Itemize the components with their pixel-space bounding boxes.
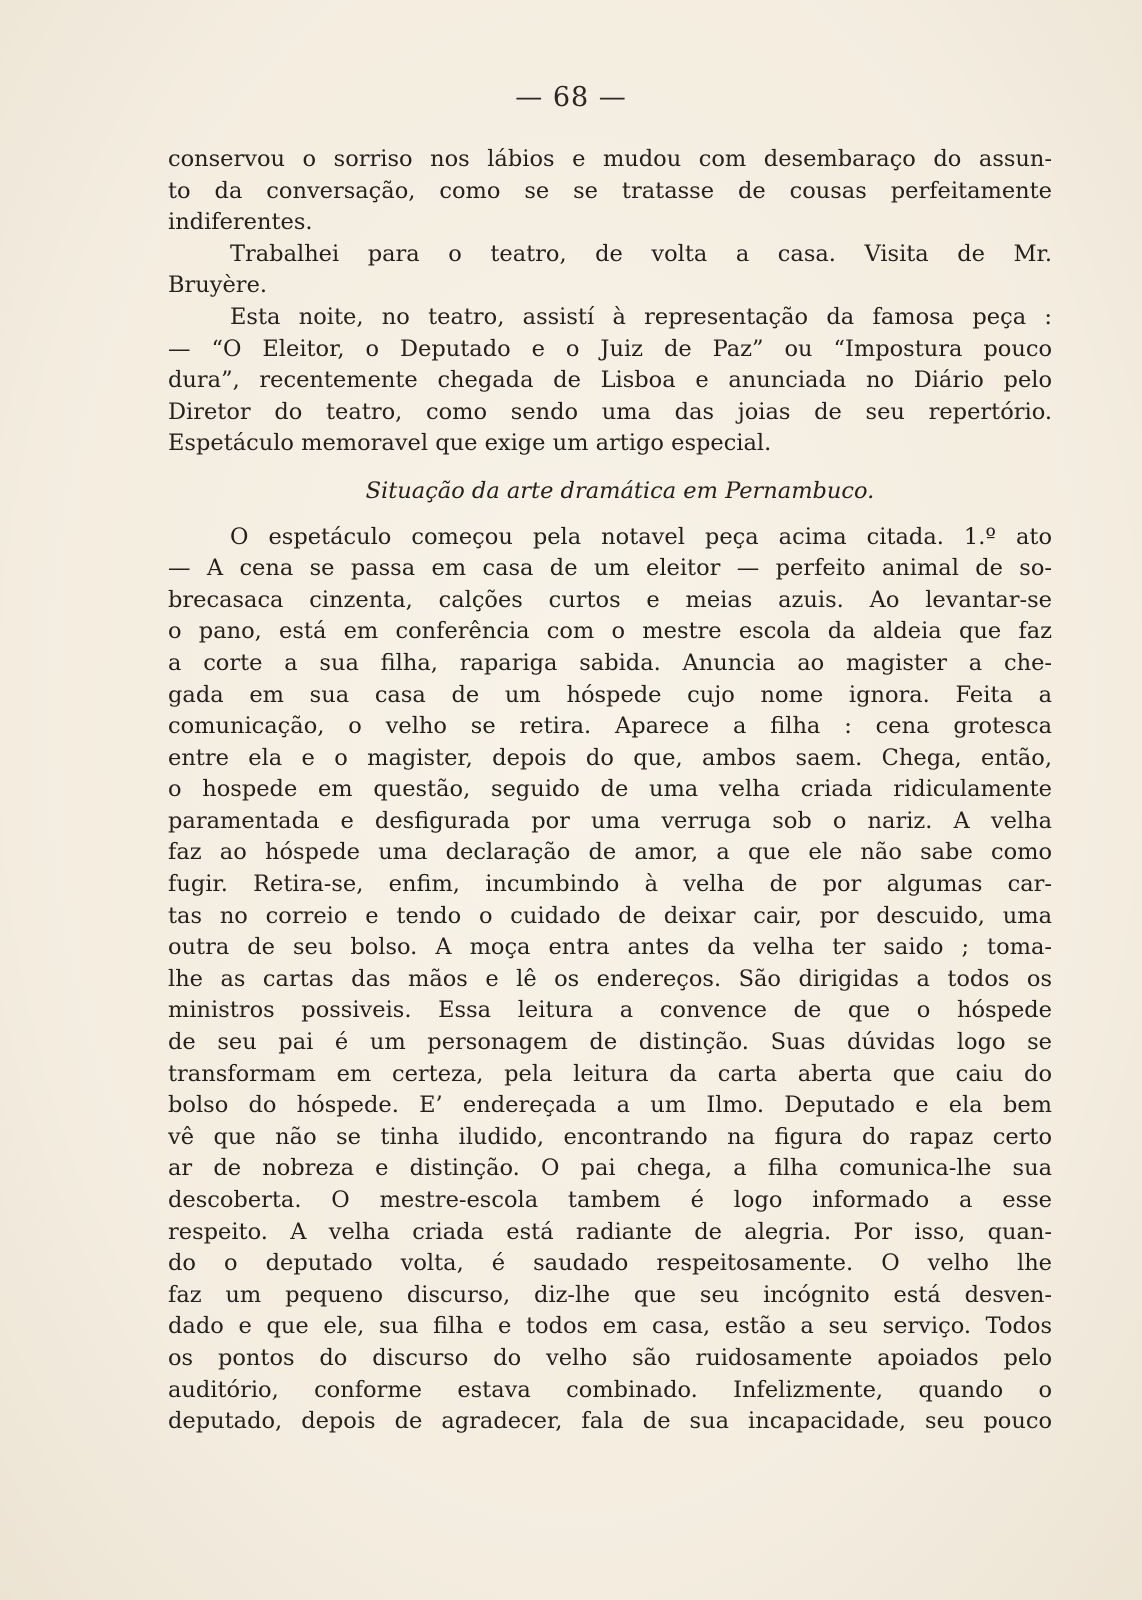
text-line: respeito. A velha criada está radiante de alegria. Por isso, quan- xyxy=(168,1218,1052,1245)
text-line: entre ela e o magister, depois do que, ambos saem. Chega, então, xyxy=(168,744,1052,771)
text-line: brecasaca cinzenta, calções curtos e meias azuis. Ao levantar-se xyxy=(168,586,1052,613)
text-line: a corte a sua filha, rapariga sabida. Anuncia ao magister a che- xyxy=(168,649,1052,676)
text-line: Trabalhei para o teatro, de volta a casa. Visita de Mr. xyxy=(230,240,1052,267)
paragraph-2 xyxy=(168,239,1052,302)
text-line: vê que não se tinha iludido, encontrando na figura do rapaz certo xyxy=(168,1123,1052,1150)
text-line: tas no correio e tendo o cuidado de deixar cair, por descuido, uma xyxy=(168,902,1052,929)
text-line: Espetáculo memoravel que exige um artigo especial. xyxy=(168,430,772,457)
text-line: Esta noite, no teatro, assistí à representação da famosa peça : xyxy=(230,303,1052,330)
text-line: ar de nobreza e distinção. O pai chega, a filha comunica-lhe sua xyxy=(168,1155,1052,1182)
text-line: fugir. Retira-se, enfim, incumbindo à velha de por algumas car- xyxy=(168,871,1052,898)
text-line: o pano, está em conferência com o mestre escola da aldeia que faz xyxy=(168,618,1052,645)
text-line: indiferentes. xyxy=(168,209,313,236)
text-line: comunicação, o velho se retira. Aparece a filha : cena grotesca xyxy=(168,713,1052,740)
text-line: auditório, conforme estava combinado. Infelizmente, quando o xyxy=(168,1376,1052,1403)
paragraph-4 xyxy=(168,522,1052,1438)
text-line: conservou o sorriso nos lábios e mudou com desembaraço do assun- xyxy=(168,146,1052,172)
text-line: O espetáculo começou pela notavel peça acima citada. 1.º ato xyxy=(230,523,1052,550)
text-line: gada em sua casa de um hóspede cujo nome ignora. Feita a xyxy=(168,681,1052,708)
text-line: faz um pequeno discurso, diz-lhe que seu incógnito está desven- xyxy=(168,1281,1052,1308)
text-line: paramentada e desfigurada por uma verruga sob o nariz. A velha xyxy=(168,807,1052,834)
text-line: os pontos do discurso do velho são ruidosamente apoiados pelo xyxy=(168,1344,1052,1371)
text-line: transformam em certeza, pela leitura da carta aberta que caiu do xyxy=(168,1060,1052,1087)
text-line: dado e que ele, sua filha e todos em casa, estão a seu serviço. Todos xyxy=(168,1313,1052,1340)
text-line: bolso do hóspede. E’ endereçada a um Ilmo. Deputado e ela bem xyxy=(168,1092,1052,1119)
paragraph-1 xyxy=(168,144,1052,239)
page-number: — 68 — xyxy=(515,82,627,113)
section-title-text: Situação da arte dramática em Pernambuco. xyxy=(365,477,875,504)
text-line: to da conversação, como se se tratasse de cousas perfeitamente xyxy=(168,177,1052,204)
text-line: ministros possiveis. Essa leitura a convence de que o hóspede xyxy=(168,997,1052,1024)
text-line: do o deputado volta, é saudado respeitosamente. O velho lhe xyxy=(168,1250,1052,1277)
text-line: o hospede em questão, seguido de uma velha criada ridiculamente xyxy=(168,776,1052,803)
text-line: deputado, depois de agradecer, fala de sua incapacidade, seu pouco xyxy=(168,1408,1052,1435)
text-line: outra de seu bolso. A moça entra antes da velha ter saido ; toma- xyxy=(168,934,1052,961)
text-line: — “O Eleitor, o Deputado e o Juiz de Paz” ou “Impostura pouco xyxy=(168,335,1052,362)
text-line: — A cena se passa em casa de um eleitor — perfeito animal de so- xyxy=(168,555,1052,582)
text-line: Diretor do teatro, como sendo uma das joias de seu repertório. xyxy=(168,398,1052,425)
text-line: dura”, recentemente chegada de Lisboa e anunciada no Diário pelo xyxy=(168,367,1052,394)
text-line: descoberta. O mestre-escola tambem é logo informado a esse xyxy=(168,1187,1052,1213)
text-line: de seu pai é um personagem de distinção. Suas dúvidas logo se xyxy=(168,1029,1052,1056)
body-text xyxy=(168,144,1052,1438)
text-line: Bruyère. xyxy=(168,272,268,299)
text-line: faz ao hóspede uma declaração de amor, a que ele não sabe como xyxy=(168,839,1052,866)
paragraph-3 xyxy=(168,302,1052,460)
section-title xyxy=(168,476,1052,508)
text-line: lhe as cartas das mãos e lê os endereços. São dirigidas a todos os xyxy=(168,965,1052,992)
